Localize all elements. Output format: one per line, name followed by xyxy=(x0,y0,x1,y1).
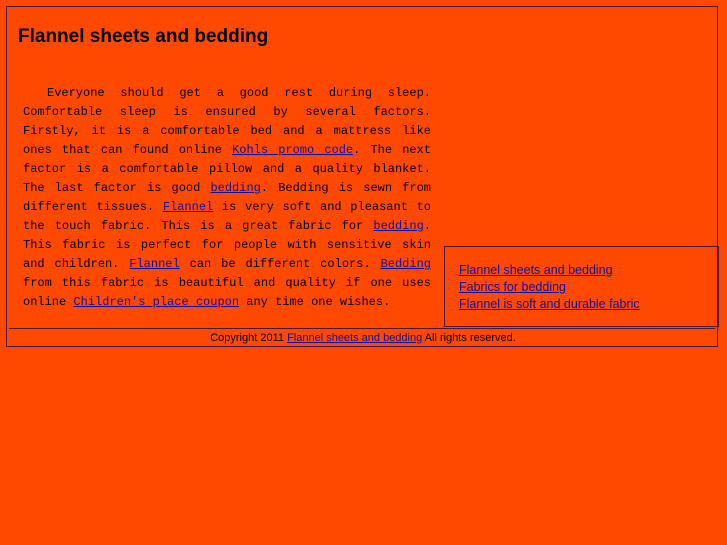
kohls-promo-code-link[interactable]: Kohls promo code xyxy=(232,143,354,157)
page-container xyxy=(6,6,718,347)
sidebar-link-flannel-sheets[interactable]: Flannel sheets and bedding xyxy=(459,263,613,277)
sidebar-link-list xyxy=(445,247,718,313)
footer xyxy=(7,331,719,345)
article-text xyxy=(23,84,431,312)
article-text-part: Everyone should get a good rest during sleep. Comfortable sleep is ensured by several factors. Firstly, it is a comfortable bed and a mattress like ones that can found online xyxy=(23,86,431,157)
bedding-link[interactable]: bedding xyxy=(210,181,261,195)
page-title: Flannel sheets and bedding xyxy=(18,26,269,47)
article-text-part: . Bedding is sewn from different tissues. xyxy=(23,181,431,214)
footer-home-link[interactable]: Flannel sheets and bedding xyxy=(287,332,423,344)
footer-divider xyxy=(9,328,715,329)
article-text-part: . This fabric is perfect for people with sensitive skin and children. xyxy=(23,219,431,271)
list-item xyxy=(459,262,718,279)
article-text-part: any time one wishes. xyxy=(239,295,391,309)
bedding-link[interactable]: bedding xyxy=(373,219,424,233)
list-item xyxy=(459,279,718,296)
sidebar-links-box xyxy=(444,246,719,327)
article-text-part: can be different colors. xyxy=(179,257,381,271)
list-item xyxy=(459,296,718,313)
childrens-place-coupon-link[interactable]: Children's place coupon xyxy=(73,295,240,309)
bedding-link[interactable]: Bedding xyxy=(380,257,431,271)
rights-text: All rights reserved. xyxy=(422,332,516,344)
article-text-part: from this fabric is beautiful and quality if one uses online xyxy=(23,276,431,309)
flannel-link[interactable]: Flannel xyxy=(162,200,214,214)
sidebar-link-flannel-soft-durable[interactable]: Flannel is soft and durable fabric xyxy=(459,297,640,311)
sidebar-link-fabrics-for-bedding[interactable]: Fabrics for bedding xyxy=(459,280,567,294)
copyright-text: Copyright 2011 xyxy=(210,332,288,344)
flannel-link[interactable]: Flannel xyxy=(129,257,180,271)
article-text-part: is very soft and pleasant to the touch fabric. This is a great fabric for xyxy=(23,200,431,233)
article-text-part: . The next factor is a comfortable pillow and a quality blanket. The last factor is good xyxy=(23,143,432,195)
